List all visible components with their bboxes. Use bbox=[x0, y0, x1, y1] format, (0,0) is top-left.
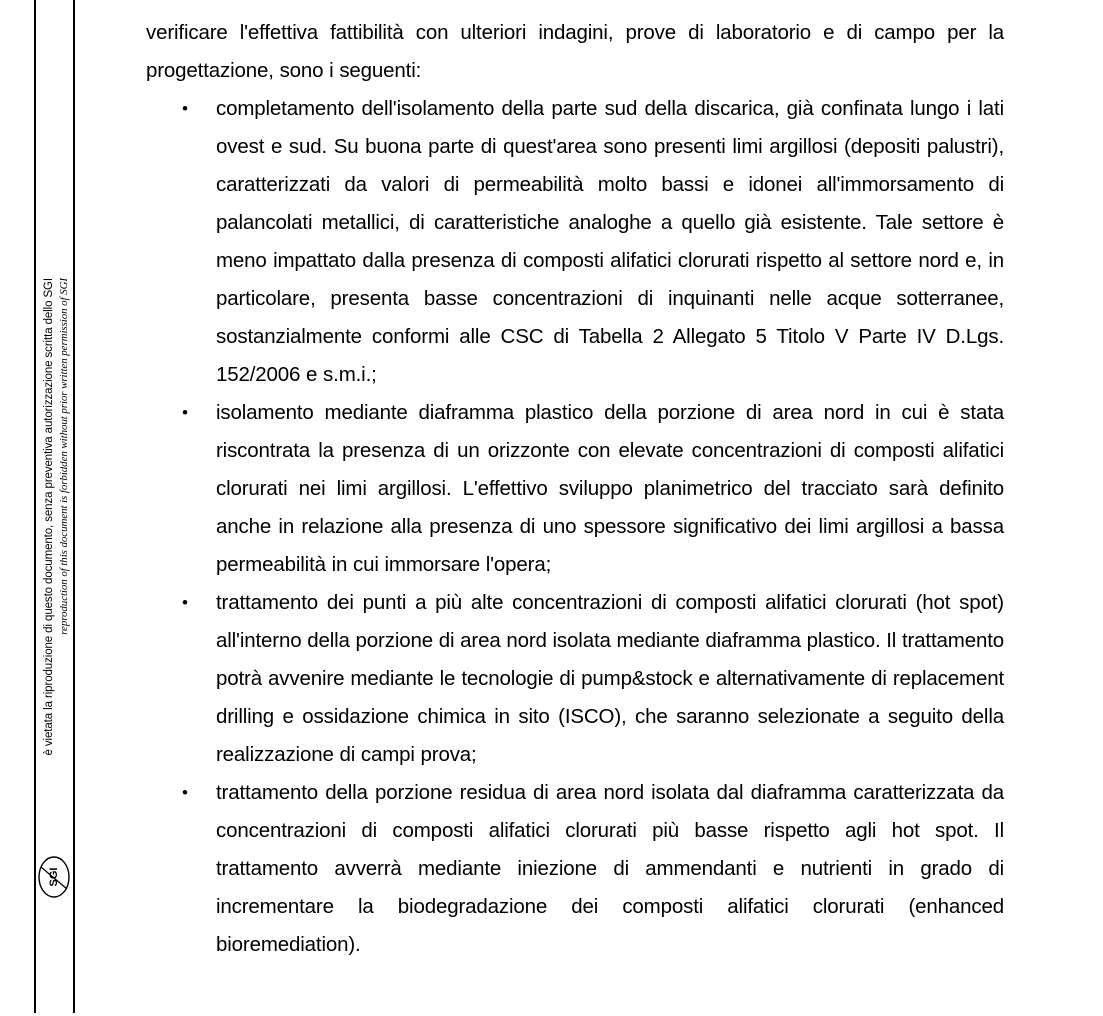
list-item-text: trattamento della porzione residua di area nord isolata dal diaframma caratterizzata da concentrazioni di composti alifatici clorurati più basse rispetto agli hot spot. Il trattamento avverrà mediante iniezione di ammendanti e nutrienti in grado di incrementare la biodegradazione dei composti alifatici clorurati (enhanced bioremediation). bbox=[216, 781, 1004, 956]
bullet-icon: • bbox=[182, 783, 188, 802]
list-item bbox=[146, 394, 1004, 584]
list-item bbox=[146, 584, 1004, 774]
list-item-text: completamento dell'isolamento della parte sud della discarica, già confinata lungo i lati ovest e sud. Su buona parte di quest'area sono presenti limi argillosi (depositi palustri), caratterizzati da valori di permeabilità molto bassi e idonei all'immorsamento di palancolati metallici, di caratteristiche analoghe a quello già esistente. Tale settore è meno impattato dalla presenza di composti alifatici clorurati rispetto al settore nord e, in particolare, presenta basse concentrazioni di inquinanti nelle acque sotterranee, sostanzialmente conformi alle CSC di Tabella 2 Allegato 5 Titolo V Parte IV D.Lgs. 152/2006 e s.m.i.; bbox=[216, 97, 1004, 386]
bullet-icon: • bbox=[182, 403, 188, 422]
recommendations-list bbox=[146, 90, 1004, 964]
svg-text:SGI: SGI bbox=[48, 867, 60, 887]
list-item bbox=[146, 90, 1004, 394]
list-item-text: trattamento dei punti a più alte concentrazioni di composti alifatici clorurati (hot spot) all'interno della porzione di area nord isolata mediante diaframma plastico. Il trattamento potrà avvenire mediante le tecnologie di pump&stock e alternativamente di replacement drilling e ossidazione chimica in sito (ISCO), che saranno selezionate a seguito della realizzazione di campi prova; bbox=[216, 591, 1004, 766]
margin-rule-inner bbox=[73, 0, 75, 1013]
copyright-notice-italian: è vietata la riproduzione di questo documento, senza preventiva autorizzazione scritta dello SGI bbox=[43, 278, 55, 756]
intro-paragraph: verificare l'effettiva fattibilità con ulteriori indagini, prove di laboratorio e di campo per la progettazione, sono i seguenti: bbox=[146, 21, 1004, 82]
document-body bbox=[146, 14, 1004, 964]
copyright-side-note bbox=[36, 278, 72, 858]
sgi-logo bbox=[36, 853, 72, 901]
list-item bbox=[146, 774, 1004, 964]
bullet-icon: • bbox=[182, 593, 188, 612]
copyright-notice-english: reproduction of this document is forbidden without prior written permission of SGI bbox=[58, 278, 70, 635]
bullet-icon: • bbox=[182, 99, 188, 118]
list-item-text: isolamento mediante diaframma plastico della porzione di area nord in cui è stata riscontrata la presenza di un orizzonte con elevate concentrazioni di composti alifatici clorurati nei limi argillosi. L'effettivo sviluppo planimetrico del tracciato sarà definito anche in relazione alla presenza di uno spessore significativo dei limi argillosi a bassa permeabilità in cui immorsare l'opera; bbox=[216, 401, 1004, 576]
